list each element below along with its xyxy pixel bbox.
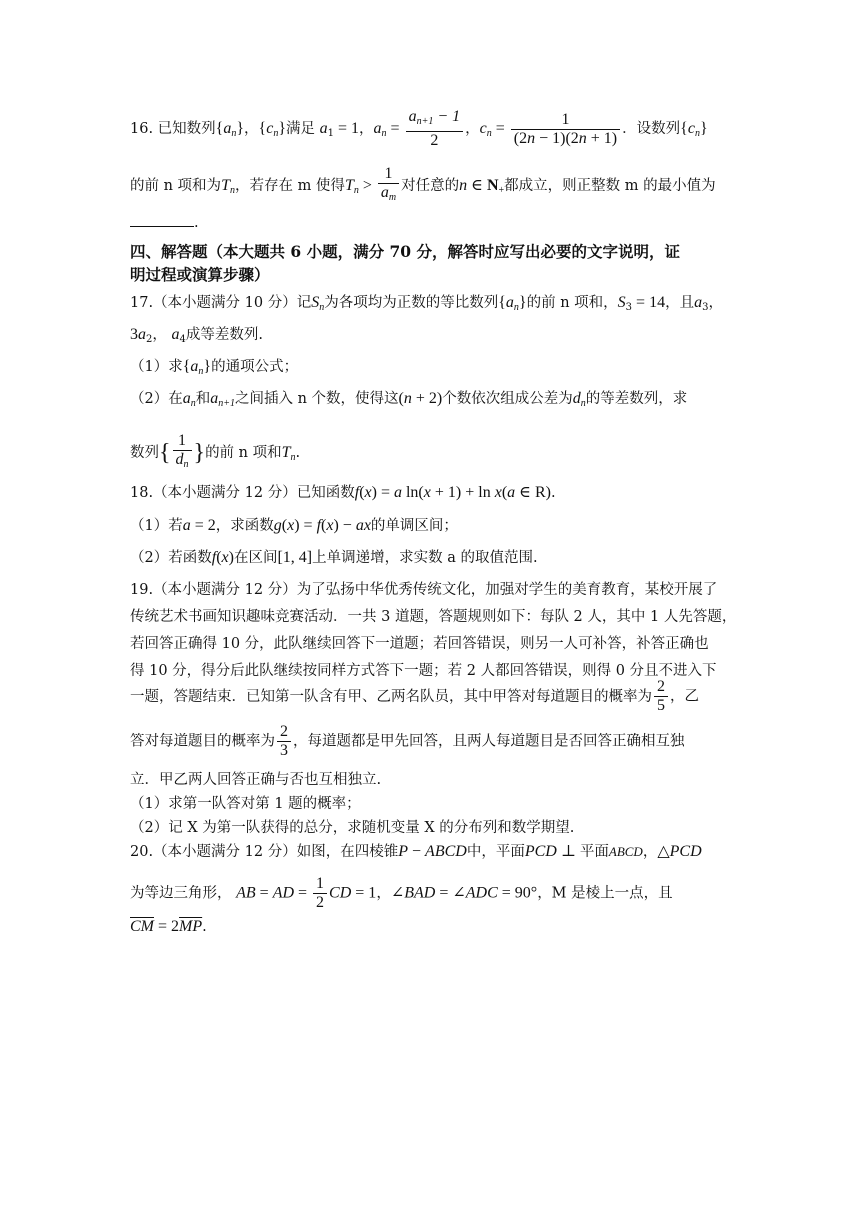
q19-line5: 一题，答题结束．已知第一队含有甲、乙两名队员，其中甲答对每道题目的概率为 $\frac{2}{5}$ ，乙 [130,678,699,714]
q19-part1: （1）求第一队答对第 1 题的概率； [130,796,361,812]
q19-line6: 答对每道题目的概率为 $\frac{2}{3}$ ，每道题都是甲先回答，且两人每道题目是否回答正确相互独 [130,723,685,759]
q17-part2-line2: 数列{ $\frac{1}{d_n}$ }的前 n 项和$T_n$. [130,432,301,470]
q18-line1: 18.（本小题满分 12 分）已知函数f(x) = a ln(x + 1) + ln x(a ∈ R). [130,484,556,501]
q19-line7: 立．甲乙两人回答正确与否也互相独立. [130,772,382,788]
q18-part2: （2）若函数f(x)在区间[1, 4]上单调递增，求实数 a 的取值范围. [130,549,538,566]
q19-line2: 传统艺术书画知识趣味竞赛活动．一共 3 道题，答题规则如下：每队 2 人，其中 1 人先答题， [130,609,737,625]
q20-line3: $\overline{CM} = 2\overline{MP}$. [130,918,207,935]
q18-part1: （1）若a = 2，求函数g(x) = f(x) − ax的单调区间； [130,517,458,534]
section4-heading-line1: 四、解答题（本大题共 6 小题，满分 70 分，解答时应写出必要的文字说明，证 [130,242,680,261]
q16-answer-blank: . [130,212,199,233]
q20-line2: 为等边三角形， AB = AD = $\frac{1}{2}$ CD = 1，∠BAD = ∠ADC = 90°，M 是棱上一点，且 [130,875,673,911]
q16-line2: 的前 n 项和为$T_n$，若存在 m 使得$T_n$ > $\frac{1}{a_m}$ 对任意的n ∈ $N_+$都成立，则正整数 m 的最小值为 [130,165,716,203]
q19-part2: （2）记 X 为第一队获得的总分，求随机变量 X 的分布列和数学期望. [130,820,575,836]
q19-line4: 得 10 分，得分后此队继续按同样方式答下一题；若 2 人都回答错误，则得 0 分且不进入下 [130,663,717,679]
q17-part1: （1）求$\{a_n\}$的通项公式； [130,358,299,377]
q17-line2: $3a_2$， $a_4$成等差数列. [130,326,263,345]
q17-part2: （2）在$a_n$和$a_{n+1}$之间插入 n 个数，使得这(n + 2)个数依次组成公差为$d_n$的等差数列，求 [130,390,688,409]
section4-heading-line2: 明过程或演算步骤） [130,265,270,284]
q16-line1: 16. 已知数列$\{a_n\}$，$\{c_n\}$满足 $a_1 = 1$，$a_n$ = $\frac{a_{n+1} - 1}{2}$ ，$c_n$ = $\frac{1}{(2n - 1)(2n + 1)}$ ．设数列$\{c_n\}$ [130,108,708,149]
q19-line3: 若回答正确得 10 分，此队继续回答下一道题；若回答错误，则另一人可补答，补答正确也 [130,636,709,652]
q20-line1: 20.（本小题满分 12 分）如图，在四棱锥P − ABCD中，平面PCD ⊥ 平面ABCD，△PCD [130,843,702,860]
q19-line1: 19.（本小题满分 12 分）为了弘扬中华优秀传统文化，加强对学生的美育教育，某校开展了 [130,582,718,598]
q17-line1: 17.（本小题满分 10 分）记$S_n$为各项均为正数的等比数列$\{a_n\}$的前 n 项和，$S_3 = 14$，且$a_3$， [130,294,723,313]
